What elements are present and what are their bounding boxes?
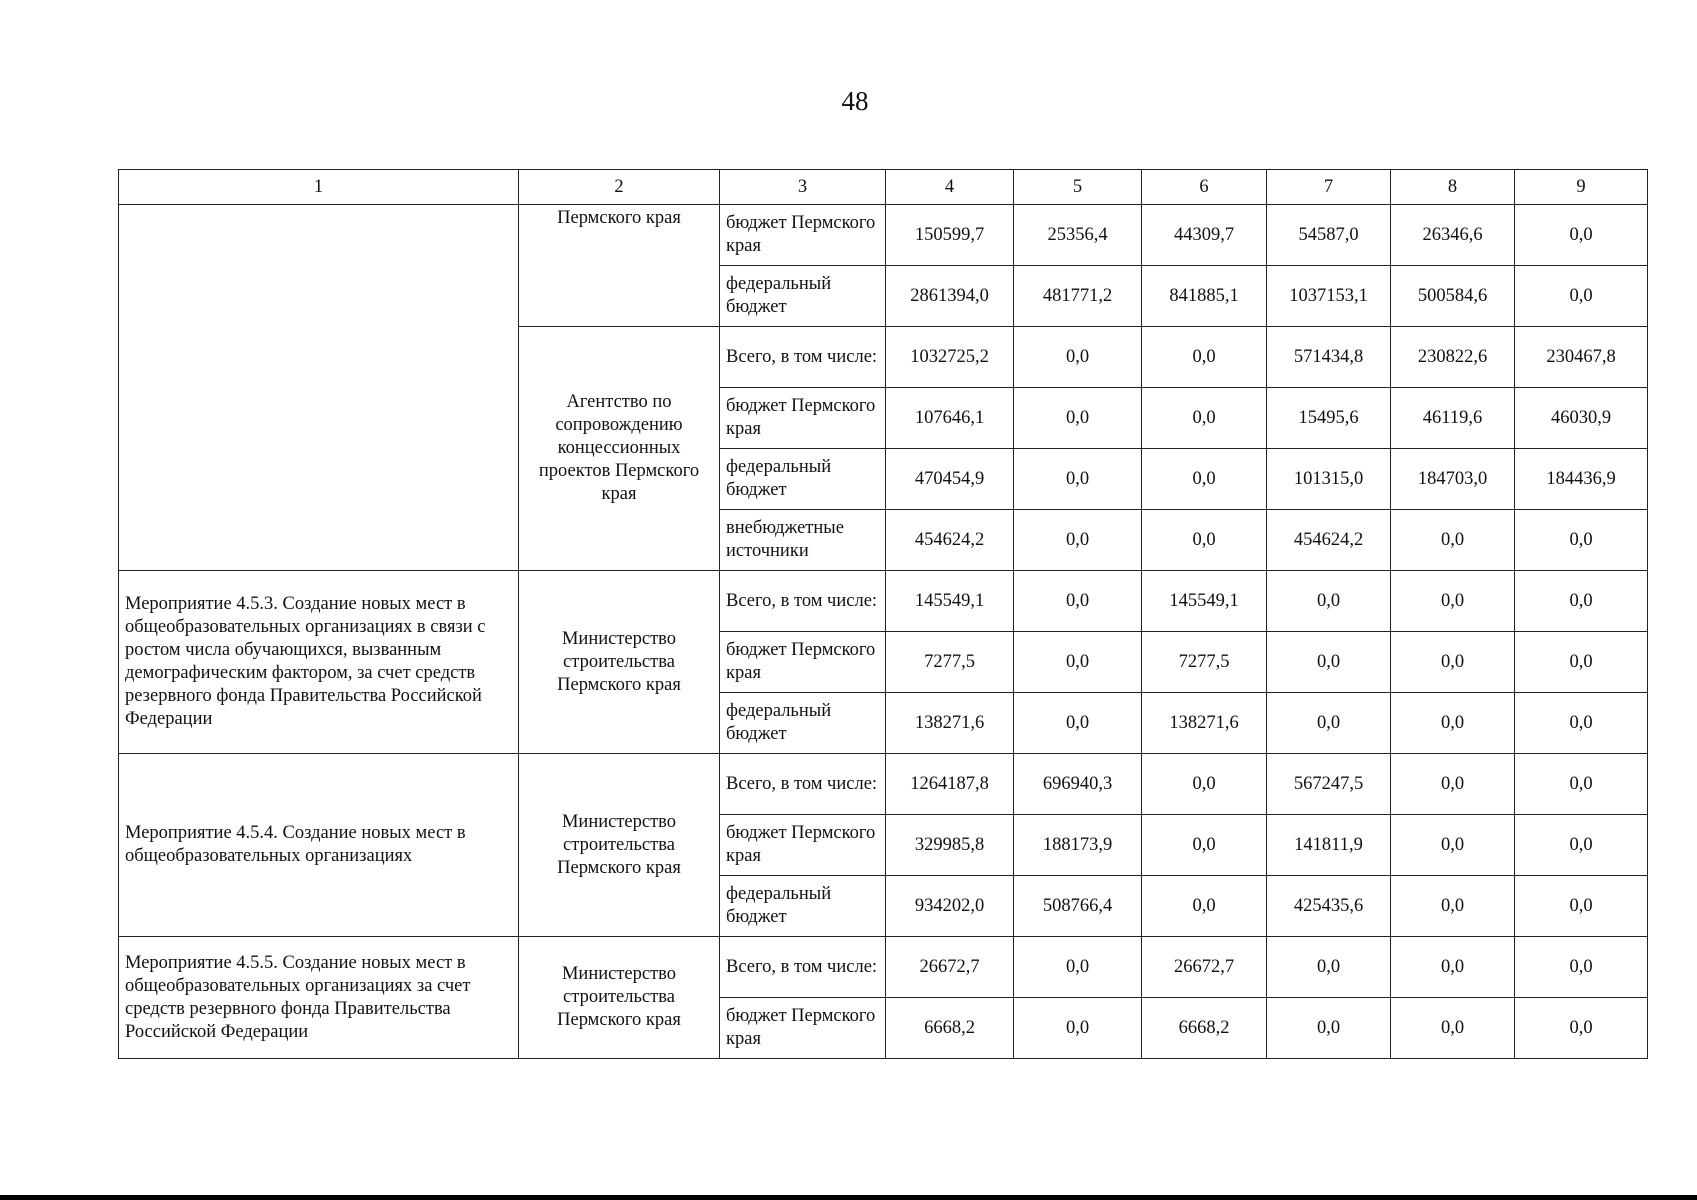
value-cell: 46030,9 [1515, 388, 1648, 449]
value-cell: 0,0 [1515, 205, 1648, 266]
value-cell: 0,0 [1142, 449, 1267, 510]
source-cell: Всего, в том числе: [720, 937, 886, 998]
scan-bottom-edge [0, 1195, 1697, 1200]
source-cell: бюджет Пермского края [720, 998, 886, 1059]
value-cell: 188173,9 [1014, 815, 1142, 876]
column-header: 3 [720, 170, 886, 205]
value-cell: 0,0 [1391, 937, 1515, 998]
value-cell: 230822,6 [1391, 327, 1515, 388]
executor-cell: Агентство по сопровождению концессионных проектов Пермского края [519, 327, 720, 571]
value-cell: 425435,6 [1267, 876, 1391, 937]
column-header: 9 [1515, 170, 1648, 205]
value-cell: 101315,0 [1267, 449, 1391, 510]
value-cell: 0,0 [1142, 754, 1267, 815]
value-cell: 508766,4 [1014, 876, 1142, 937]
value-cell: 696940,3 [1014, 754, 1142, 815]
column-header: 1 [119, 170, 519, 205]
value-cell: 0,0 [1391, 876, 1515, 937]
source-cell: бюджет Пермского края [720, 205, 886, 266]
value-cell: 454624,2 [886, 510, 1014, 571]
source-cell: федеральный бюджет [720, 449, 886, 510]
value-cell: 0,0 [1142, 327, 1267, 388]
value-cell: 138271,6 [886, 693, 1014, 754]
source-cell: федеральный бюджет [720, 876, 886, 937]
source-cell: Всего, в том числе: [720, 571, 886, 632]
value-cell: 138271,6 [1142, 693, 1267, 754]
source-cell: федеральный бюджет [720, 266, 886, 327]
table-row [119, 205, 1648, 266]
value-cell: 500584,6 [1391, 266, 1515, 327]
value-cell: 26672,7 [886, 937, 1014, 998]
value-cell: 0,0 [1515, 571, 1648, 632]
value-cell: 0,0 [1515, 632, 1648, 693]
activity-cell: Мероприятие 4.5.4. Создание новых мест в общеобразовательных организациях [119, 754, 519, 937]
value-cell: 329985,8 [886, 815, 1014, 876]
value-cell: 454624,2 [1267, 510, 1391, 571]
value-cell: 26672,7 [1142, 937, 1267, 998]
value-cell: 0,0 [1391, 632, 1515, 693]
value-cell: 0,0 [1267, 571, 1391, 632]
value-cell: 0,0 [1515, 510, 1648, 571]
value-cell: 0,0 [1515, 266, 1648, 327]
value-cell: 6668,2 [886, 998, 1014, 1059]
value-cell: 6668,2 [1142, 998, 1267, 1059]
value-cell: 0,0 [1267, 693, 1391, 754]
value-cell: 0,0 [1515, 876, 1648, 937]
value-cell: 1264187,8 [886, 754, 1014, 815]
value-cell: 0,0 [1014, 937, 1142, 998]
activity-cell [119, 205, 519, 571]
source-cell: федеральный бюджет [720, 693, 886, 754]
column-header: 6 [1142, 170, 1267, 205]
activity-cell: Мероприятие 4.5.5. Создание новых мест в общеобразовательных организациях за счет средств резервного фонда Правительства Российской Федерации [119, 937, 519, 1059]
value-cell: 481771,2 [1014, 266, 1142, 327]
source-cell: внебюджетные источники [720, 510, 886, 571]
value-cell: 0,0 [1014, 571, 1142, 632]
value-cell: 0,0 [1267, 937, 1391, 998]
column-header: 4 [886, 170, 1014, 205]
source-cell: бюджет Пермского края [720, 632, 886, 693]
value-cell: 0,0 [1014, 693, 1142, 754]
value-cell: 145549,1 [886, 571, 1014, 632]
column-header: 2 [519, 170, 720, 205]
value-cell: 46119,6 [1391, 388, 1515, 449]
page-number: 48 [841, 86, 869, 116]
value-cell: 0,0 [1515, 754, 1648, 815]
value-cell: 0,0 [1391, 815, 1515, 876]
executor-cell: Министерство строительства Пермского края [519, 571, 720, 754]
value-cell: 184703,0 [1391, 449, 1515, 510]
value-cell: 0,0 [1391, 571, 1515, 632]
value-cell: 841885,1 [1142, 266, 1267, 327]
column-header: 5 [1014, 170, 1142, 205]
value-cell: 145549,1 [1142, 571, 1267, 632]
value-cell: 1032725,2 [886, 327, 1014, 388]
value-cell: 141811,9 [1267, 815, 1391, 876]
value-cell: 1037153,1 [1267, 266, 1391, 327]
executor-cell: Министерство строительства Пермского края [519, 754, 720, 937]
value-cell: 0,0 [1014, 632, 1142, 693]
value-cell: 184436,9 [1515, 449, 1648, 510]
value-cell: 0,0 [1142, 388, 1267, 449]
value-cell: 0,0 [1014, 449, 1142, 510]
executor-cell: Пермского края [519, 205, 720, 327]
value-cell: 0,0 [1515, 815, 1648, 876]
value-cell: 0,0 [1014, 998, 1142, 1059]
value-cell: 0,0 [1267, 632, 1391, 693]
value-cell: 25356,4 [1014, 205, 1142, 266]
column-header: 7 [1267, 170, 1391, 205]
value-cell: 0,0 [1142, 876, 1267, 937]
value-cell: 15495,6 [1267, 388, 1391, 449]
table-row [119, 754, 1648, 815]
value-cell: 230467,8 [1515, 327, 1648, 388]
header-row [119, 170, 1648, 205]
source-cell: бюджет Пермского края [720, 815, 886, 876]
value-cell: 0,0 [1142, 815, 1267, 876]
value-cell: 7277,5 [886, 632, 1014, 693]
value-cell: 0,0 [1515, 693, 1648, 754]
value-cell: 0,0 [1391, 510, 1515, 571]
value-cell: 7277,5 [1142, 632, 1267, 693]
value-cell: 470454,9 [886, 449, 1014, 510]
table-row [119, 937, 1648, 998]
value-cell: 0,0 [1391, 693, 1515, 754]
value-cell: 2861394,0 [886, 266, 1014, 327]
value-cell: 26346,6 [1391, 205, 1515, 266]
value-cell: 571434,8 [1267, 327, 1391, 388]
value-cell: 934202,0 [886, 876, 1014, 937]
value-cell: 0,0 [1142, 510, 1267, 571]
value-cell: 54587,0 [1267, 205, 1391, 266]
source-cell: бюджет Пермского края [720, 388, 886, 449]
value-cell: 567247,5 [1267, 754, 1391, 815]
value-cell: 150599,7 [886, 205, 1014, 266]
value-cell: 0,0 [1391, 998, 1515, 1059]
column-header: 8 [1391, 170, 1515, 205]
budget-table [118, 169, 1648, 1059]
value-cell: 0,0 [1267, 998, 1391, 1059]
value-cell: 0,0 [1014, 510, 1142, 571]
value-cell: 0,0 [1515, 937, 1648, 998]
value-cell: 0,0 [1391, 754, 1515, 815]
value-cell: 0,0 [1515, 998, 1648, 1059]
source-cell: Всего, в том числе: [720, 327, 886, 388]
value-cell: 107646,1 [886, 388, 1014, 449]
activity-cell: Мероприятие 4.5.3. Создание новых мест в общеобразовательных организациях в связи с ростом числа обучающихся, вызванным демографическим фактором, за счет средств резервного фонда Правительства Российской Федерации [119, 571, 519, 754]
value-cell: 0,0 [1014, 327, 1142, 388]
source-cell: Всего, в том числе: [720, 754, 886, 815]
table-row [119, 571, 1648, 632]
value-cell: 44309,7 [1142, 205, 1267, 266]
executor-cell: Министерство строительства Пермского края [519, 937, 720, 1059]
value-cell: 0,0 [1014, 388, 1142, 449]
